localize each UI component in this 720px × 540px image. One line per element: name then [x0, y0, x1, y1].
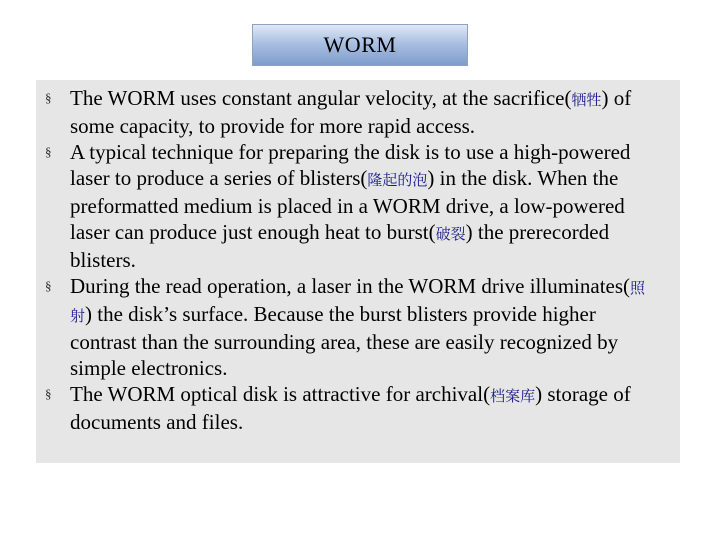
bullet-text: ) in the disk. When the preformatted medium is placed in a WORM drive, a low-powered laser can produce just enough heat to burst( — [70, 166, 625, 244]
bullet-text: ) storage of documents and files. — [70, 382, 631, 434]
bullet-icon: § — [45, 386, 52, 401]
slide-title: WORM — [323, 32, 397, 57]
bullet-text: During the read operation, a laser in the WORM drive illuminates( — [70, 274, 631, 298]
chinese-gloss: 破裂 — [435, 225, 466, 243]
bullet-text: ) of some capacity, to provide for more rapid access. — [70, 86, 632, 138]
chinese-gloss: 照射 — [70, 279, 646, 325]
chinese-gloss: 档案库 — [490, 387, 536, 405]
bullet-icon: § — [45, 90, 52, 105]
slide-title-box — [252, 24, 468, 66]
chinese-gloss: 隆起的泡 — [367, 171, 428, 189]
bullet-item — [36, 85, 680, 139]
chinese-gloss: 牺牲 — [571, 91, 602, 109]
bullet-text: The WORM uses constant angular velocity, at the sacrifice( — [70, 86, 572, 110]
bullet-text: ) the disk’s surface. Because the burst blisters provide higher contrast than the surrounding area, these are easily recognized by simple electronics. — [70, 302, 619, 380]
bullet-text: The WORM optical disk is attractive for archival( — [70, 382, 491, 406]
bullet-item — [36, 381, 680, 435]
bullet-text: A typical technique for preparing the disk is to use a high-powered laser to produce a series of blisters( — [70, 140, 631, 190]
bullet-item — [36, 273, 680, 381]
bullet-item — [36, 139, 680, 273]
bullet-icon: § — [45, 278, 52, 293]
bullet-list — [36, 85, 680, 435]
bullet-icon: § — [45, 144, 52, 159]
bullet-text: ) the prerecorded blisters. — [70, 220, 610, 272]
content-panel — [36, 80, 680, 463]
